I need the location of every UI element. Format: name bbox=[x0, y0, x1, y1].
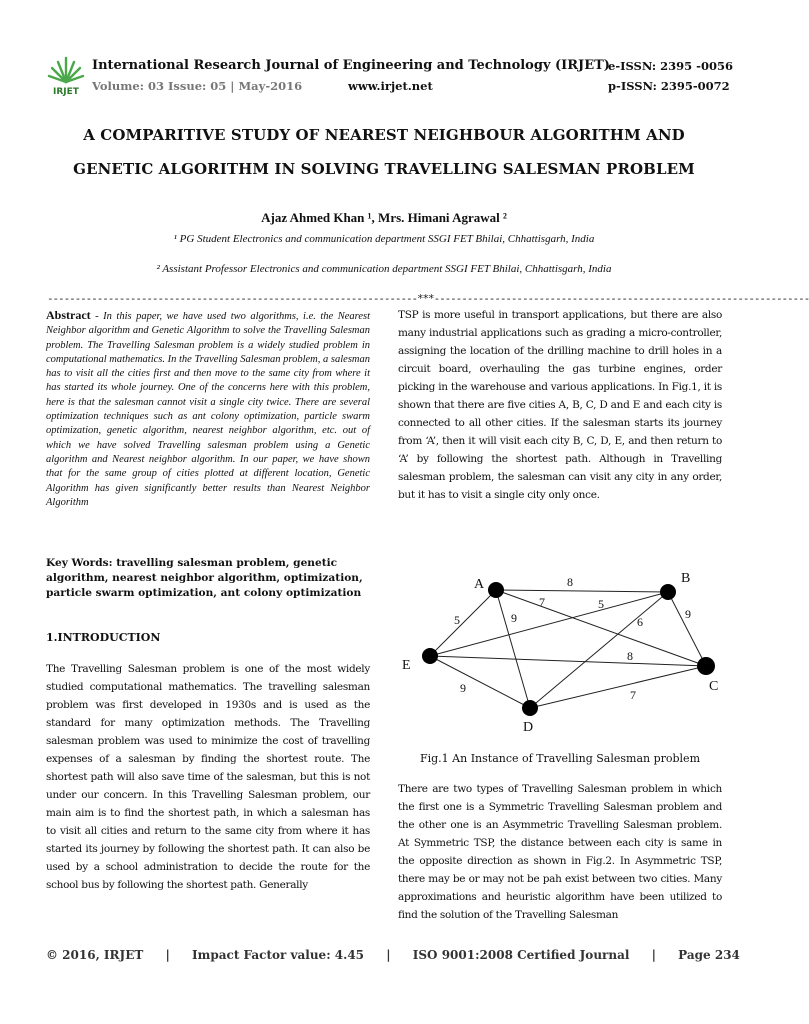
keywords-text: : travelling salesman problem, genetic algorithm, nearest neighbor algorithm, optimization, particle swarm optimization, ant colony optimization bbox=[46, 557, 363, 599]
footer-page-number: Page 234 bbox=[678, 948, 740, 962]
footer-iso: ISO 9001:2008 Certified Journal bbox=[412, 948, 630, 962]
intro-paragraph: The Travelling Salesman problem is one of the most widely studied computational mathematics. The travelling salesman problem was first developed in 1930s and is used as the standard for many optimization methods. The Travelling salesman problem was used to minimize the cost of travelling expenses of a salesman by finding the shortest route. The shortest path will also save time of the salesman, but this is not under our concern. In this Travelling Salesman problem, our main aim is to find the shortest path, in which a salesman has to visit all cities and return to the same city from where it has started its journey by following the shortest path. It can also be used by a school administration to decide the route for the school bus by following the shortest path. Generally bbox=[46, 663, 370, 891]
weight-B-E: 5 bbox=[598, 597, 604, 611]
keywords bbox=[46, 556, 370, 601]
weight-A-D: 9 bbox=[511, 611, 517, 625]
node-B bbox=[660, 584, 676, 600]
weight-A-C: 7 bbox=[539, 595, 545, 609]
edge-A-B bbox=[496, 590, 668, 592]
footer-sep-2: | bbox=[386, 948, 391, 962]
abstract bbox=[46, 308, 370, 510]
abstract-text: - In this paper, we have used two algorithms, i.e. the Nearest Neighbor algorithm and Genetic Algorithm to solve the Travelling Salesman problem. The Travelling Salesman problem is a widely studied problem in computational mathematics. In the Travelling Salesman problem, a salesman has to visit all the cities first and then move to the same city from where it has started its whole journey. One of the concerns here with this problem, here is that the salesman cannot visit a single city twice. There are several optimization techniques such as ant colony optimization, particle swarm optimization, genetic algorithm, nearest neighbor algorithm, etc. out of which we have solved Travelling salesman problem using a Genetic algorithm and Nearest neighbor algorithm. In our paper, we have shown that for the same group of cities plotted at different location, Genetic Algorithm has given significantly better results than Nearest Neighbor Algorithm bbox=[46, 311, 370, 508]
edge-E-C bbox=[430, 656, 706, 666]
weight-A-B: 8 bbox=[567, 575, 573, 589]
node-label-C: C bbox=[709, 679, 719, 694]
graph-edges bbox=[430, 590, 706, 708]
edge-A-E bbox=[430, 590, 496, 656]
graph-nodes bbox=[422, 582, 715, 716]
page-footer bbox=[46, 948, 758, 962]
tsp-graph-figure bbox=[398, 564, 728, 744]
node-label-A: A bbox=[474, 577, 485, 592]
tsp-types-paragraph: There are two types of Travelling Salesman problem in which the first one is a Symmetric Travelling Salesman problem and the other one is an Asymmetric Travelling Salesman problem. At Symmetric TSP, the distance between each city is same in the opposite direction as shown in Fig.2. In Asymmetric TSP, there may be or may not be pah exist between two cities. Many approximations and heuristic algorithm have been utilized to find the solution of the Travelling Salesman bbox=[398, 783, 722, 921]
affiliation-1: ¹ PG Student Electronics and communication department SSGI FET Bhilai, Chhattisgarh, India bbox=[173, 233, 595, 245]
node-E bbox=[422, 648, 438, 664]
edge-E-D bbox=[430, 656, 530, 708]
footer-copyright: © 2016, IRJET bbox=[46, 948, 144, 962]
edge-B-C bbox=[668, 592, 706, 666]
keywords-label: Key Words bbox=[46, 557, 109, 569]
weight-E-C: 8 bbox=[627, 649, 633, 663]
edge-B-E bbox=[430, 592, 668, 656]
node-label-D: D bbox=[523, 720, 534, 735]
edge-D-C bbox=[530, 666, 706, 708]
paper-title bbox=[30, 118, 738, 186]
footer-sep-3: | bbox=[651, 948, 656, 962]
footer-sep-1: | bbox=[165, 948, 170, 962]
title-line-1: A COMPARITIVE STUDY OF NEAREST NEIGHBOUR ALGORITHM AND bbox=[83, 126, 685, 144]
weight-E-D: 9 bbox=[460, 681, 466, 695]
title-line-2: GENETIC ALGORITHM IN SOLVING TRAVELLING SALESMAN PROBLEM bbox=[73, 160, 695, 178]
node-label-E: E bbox=[402, 658, 411, 673]
affiliation-2: ² Assistant Professor Electronics and communication department SSGI FET Bhilai, Chhattisgarh, India bbox=[156, 263, 612, 275]
weight-D-C: 7 bbox=[630, 688, 636, 702]
figure-caption: Fig.1 An Instance of Travelling Salesman problem bbox=[419, 752, 701, 765]
weight-A-E: 5 bbox=[454, 613, 460, 627]
edge-A-D bbox=[496, 590, 530, 708]
weight-B-D: 6 bbox=[637, 615, 643, 629]
journal-website[interactable]: www.irjet.net bbox=[348, 79, 433, 93]
abstract-label: Abstract bbox=[46, 308, 91, 322]
node-label-B: B bbox=[681, 571, 691, 586]
p-issn: p-ISSN: 2395-0072 bbox=[608, 79, 730, 93]
authors: Ajaz Ahmed Khan ¹, Mrs. Himani Agrawal ² bbox=[261, 210, 507, 225]
journal-name: International Research Journal of Engineering and Technology (IRJET) bbox=[92, 58, 610, 73]
tsp-applications-paragraph: TSP is more useful in transport applications, but there are also many industrial applications such as grading a micro-controller, assigning the location of the drilling machine to drill holes in a circuit board, overhauling the gas turbine engines, order picking in the warehouse and various applications. In Fig.1, it is shown that there are five cities A, B, C, D and E and each city is connected to all other cities. If the salesman starts its journey from ‘A’, then it will visit each city B, C, D, E, and then return to ‘A’ by following the shortest path. Although in Travelling salesman problem, the salesman can visit any city in any order, but it has to visit a single city only once. bbox=[398, 309, 722, 501]
node-A bbox=[488, 582, 504, 598]
volume-info: Volume: 03 Issue: 05 | May-2016 bbox=[92, 79, 303, 93]
e-issn: e-ISSN: 2395 -0056 bbox=[608, 59, 733, 73]
section-separator: -------------------------------------------------------------------***-------------------------------------------------------------------- bbox=[47, 292, 809, 305]
section-heading-introduction: 1.INTRODUCTION bbox=[46, 631, 161, 644]
footer-impact-factor: Impact Factor value: 4.45 bbox=[192, 948, 365, 962]
weight-B-C: 9 bbox=[685, 607, 691, 621]
irjet-logo bbox=[44, 52, 88, 96]
logo-text: IRJET bbox=[53, 87, 79, 97]
node-C bbox=[697, 657, 715, 675]
node-D bbox=[522, 700, 538, 716]
